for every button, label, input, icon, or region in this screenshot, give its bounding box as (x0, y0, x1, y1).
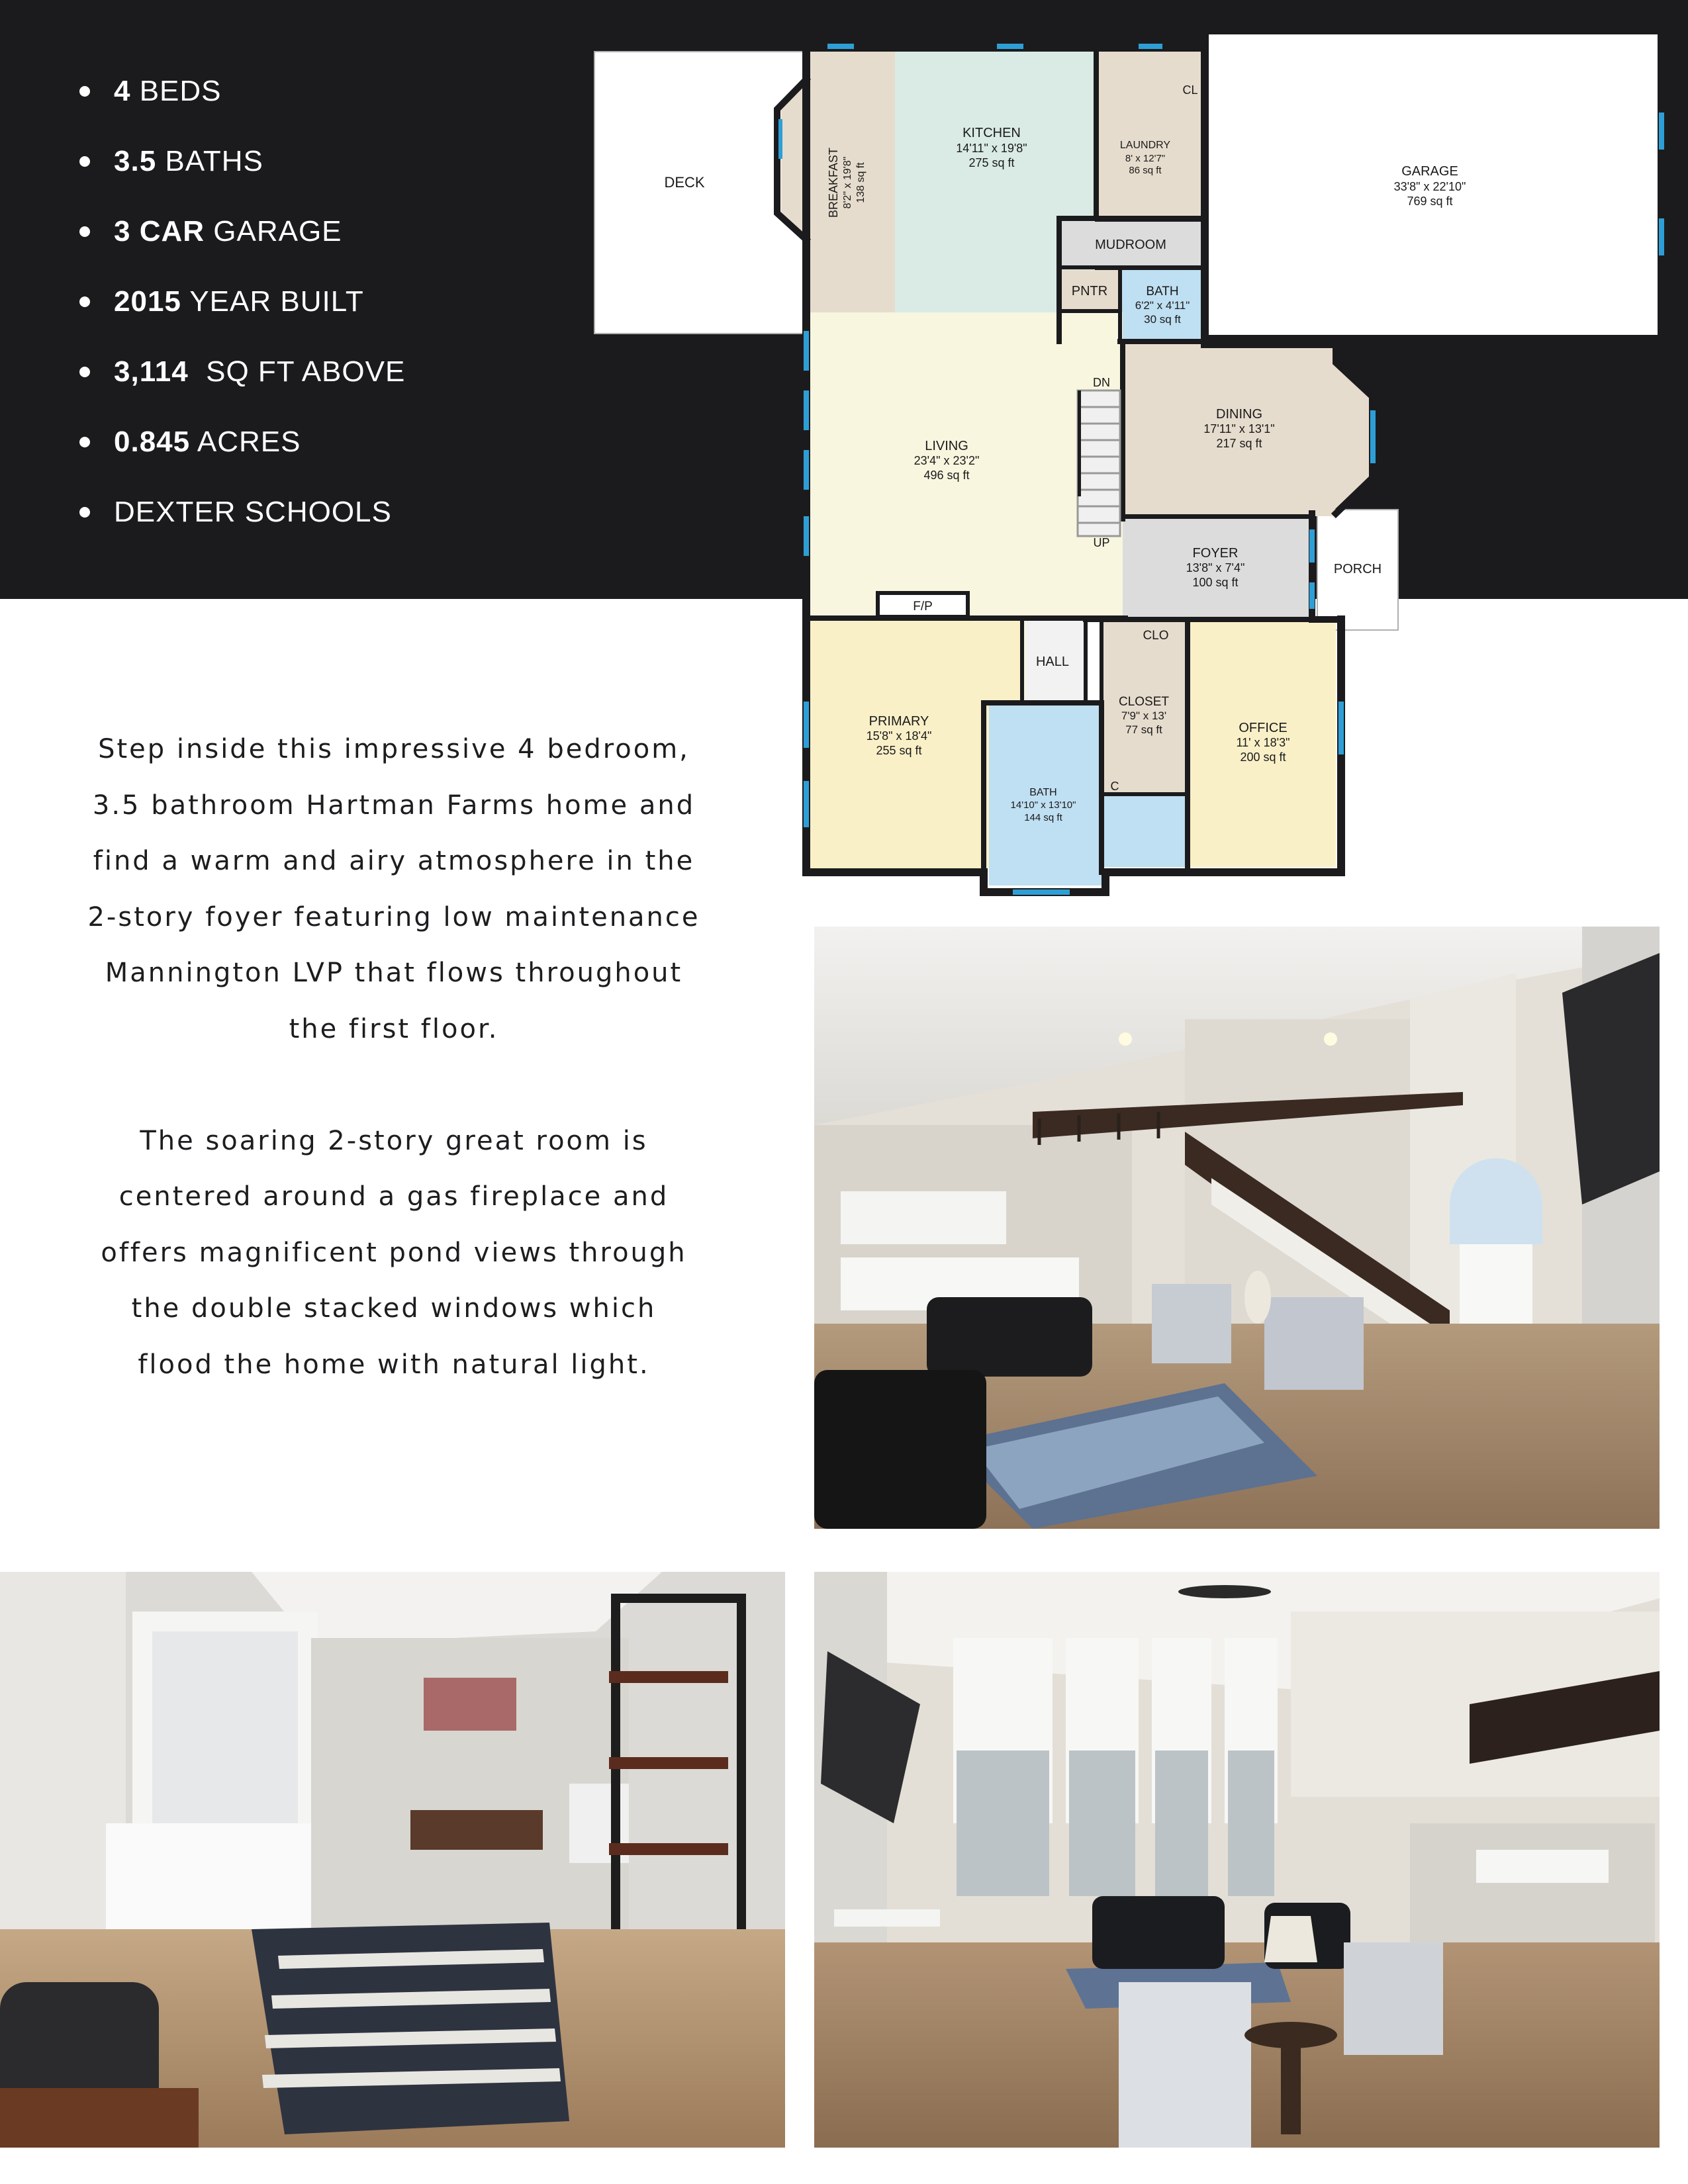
label-cl: CL (1182, 83, 1198, 97)
svg-text:8' x 12'7": 8' x 12'7" (1125, 153, 1166, 164)
label-up: UP (1093, 536, 1110, 549)
feature-schools: DEXTER SCHOOLS (79, 487, 405, 557)
floor-plan (589, 20, 1688, 900)
svg-text:144 sq ft: 144 sq ft (1024, 812, 1062, 823)
feature-sqft: 3,114 SQ FT ABOVE (79, 347, 405, 417)
svg-text:100 sq ft: 100 sq ft (1192, 576, 1239, 589)
great-room-photo (814, 927, 1660, 1529)
description-line: The soaring 2-story great room is (140, 1125, 648, 1156)
svg-text:17'11" x 13'1": 17'11" x 13'1" (1203, 422, 1275, 435)
deck-area (594, 52, 804, 334)
svg-text:8'2" x 19'8": 8'2" x 19'8" (842, 156, 853, 209)
laundry-room (1099, 52, 1205, 217)
description-line: 2-story foyer featuring low maintenance (87, 901, 700, 933)
label-hall: HALL (1035, 655, 1070, 669)
svg-text:15'8" x 18'4": 15'8" x 18'4" (866, 729, 932, 743)
label-pntr: PNTR (1071, 284, 1108, 298)
description-line: the double stacked windows which (131, 1293, 657, 1324)
staircase (1078, 390, 1120, 536)
closet-lower (1102, 794, 1188, 867)
label-kitchen: KITCHEN (962, 126, 1021, 140)
svg-text:6'2" x 4'11": 6'2" x 4'11" (1135, 299, 1190, 312)
description-line: the first floor. (289, 1013, 499, 1044)
property-description (60, 721, 728, 1392)
label-primary-bath: BATH (1029, 787, 1057, 798)
svg-text:33'8" x 22'10": 33'8" x 22'10" (1393, 180, 1466, 193)
svg-text:200 sq ft: 200 sq ft (1240, 751, 1286, 764)
description-line: centered around a gas fireplace and (118, 1181, 669, 1212)
description-line: offers magnificent pond views through (101, 1237, 687, 1268)
svg-text:217 sq ft: 217 sq ft (1216, 437, 1262, 450)
feature-baths: 3.5 BATHS (79, 136, 405, 206)
paragraph-gap (60, 1057, 728, 1113)
svg-text:138 sq ft: 138 sq ft (855, 162, 867, 203)
description-line: flood the home with natural light. (138, 1349, 650, 1380)
feature-beds: 4 BEDS (79, 66, 405, 136)
description-line: Mannington LVP that flows throughout (105, 958, 683, 988)
svg-text:275 sq ft: 275 sq ft (968, 156, 1015, 169)
description-line: find a warm and airy atmosphere in the (93, 846, 695, 876)
label-fp: F/P (913, 600, 933, 614)
svg-text:77 sq ft: 77 sq ft (1125, 723, 1162, 736)
label-dining: DINING (1216, 407, 1262, 422)
svg-text:496 sq ft: 496 sq ft (923, 469, 970, 482)
feature-acres: 0.845 ACRES (79, 417, 405, 487)
living-room-photo (814, 1572, 1660, 2148)
feature-year-built: 2015 YEAR BUILT (79, 277, 405, 347)
feature-garage: 3 CAR GARAGE (79, 206, 405, 277)
label-breakfast: BREAKFAST (827, 147, 840, 218)
svg-text:14'11" x 19'8": 14'11" x 19'8" (956, 142, 1027, 155)
label-dn: DN (1093, 376, 1110, 389)
svg-text:23'4" x 23'2": 23'4" x 23'2" (914, 454, 980, 467)
label-half-bath: BATH (1146, 285, 1179, 298)
label-c: C (1110, 780, 1119, 793)
svg-text:30 sq ft: 30 sq ft (1144, 313, 1181, 326)
svg-text:7'9" x 13': 7'9" x 13' (1121, 709, 1167, 722)
label-closet: CLOSET (1118, 695, 1170, 709)
label-laundry: LAUNDRY (1119, 140, 1171, 151)
label-living: LIVING (925, 439, 968, 453)
label-office: OFFICE (1239, 721, 1288, 735)
label-clo: CLO (1143, 629, 1169, 643)
label-garage: GARAGE (1401, 164, 1458, 179)
svg-text:769 sq ft: 769 sq ft (1407, 195, 1453, 208)
description-line: Step inside this impressive 4 bedroom, (98, 734, 690, 764)
svg-text:86 sq ft: 86 sq ft (1129, 165, 1162, 176)
label-foyer: FOYER (1192, 546, 1239, 561)
svg-text:255 sq ft: 255 sq ft (876, 744, 922, 757)
label-porch: PORCH (1333, 562, 1382, 576)
svg-text:14'10" x 13'10": 14'10" x 13'10" (1010, 799, 1076, 811)
description-line: 3.5 bathroom Hartman Farms home and (92, 790, 696, 821)
svg-text:13'8" x 7'4": 13'8" x 7'4" (1186, 561, 1245, 574)
feature-list (79, 66, 405, 557)
office-photo (0, 1572, 785, 2148)
label-deck: DECK (664, 174, 705, 191)
label-mudroom: MUDROOM (1095, 238, 1166, 252)
svg-text:11' x 18'3": 11' x 18'3" (1236, 736, 1290, 749)
label-primary: PRIMARY (868, 714, 929, 729)
